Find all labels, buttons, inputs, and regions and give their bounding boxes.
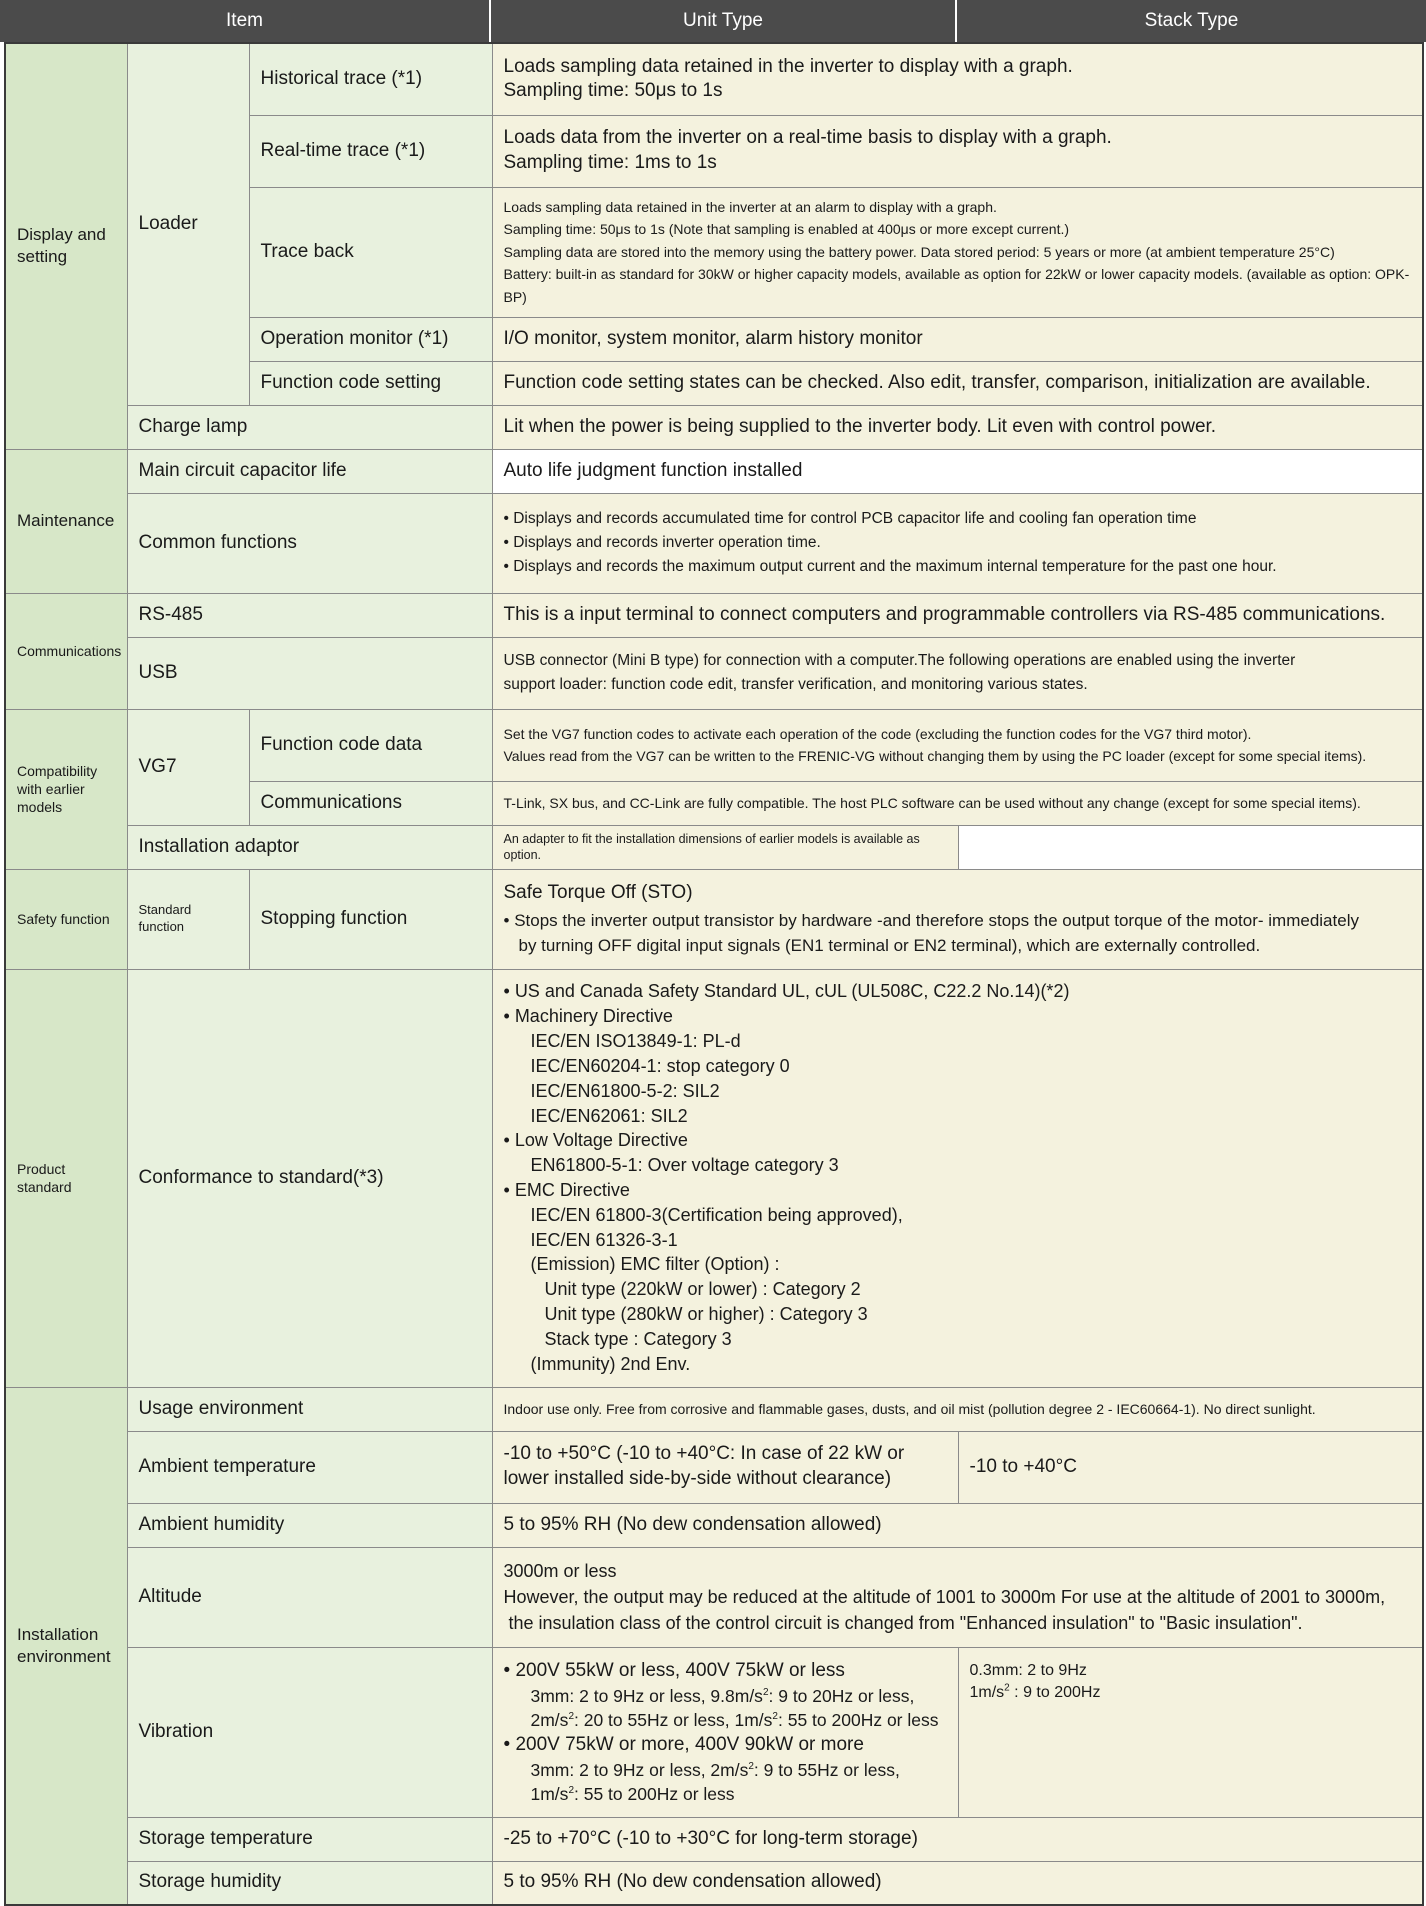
value-vibration-unit: [492, 1647, 958, 1817]
text-line: Safe Torque Off (STO): [503, 882, 693, 904]
value-compat-communications: T-Link, SX bus, and CC-Link are fully compatible. The host PLC software can be used without any change (except for some special items).: [492, 781, 1423, 825]
category-display: Display and setting: [5, 43, 127, 449]
label-installation-adaptor: Installation adaptor: [127, 825, 492, 869]
bullet-line: • Displays and records accumulated time for control PCB capacitor life and cooling fan operation time: [504, 507, 1412, 531]
label-vibration: Vibration: [127, 1647, 492, 1817]
text-fragment: 1m/s: [530, 1784, 569, 1805]
label-ambient-humidity: Ambient humidity: [127, 1503, 492, 1547]
text-line: Set the VG7 function codes to activate each operation of the code (excluding the function codes for the VG7 third motor).: [503, 725, 1252, 742]
table-row: [5, 969, 1423, 1387]
label-charge-lamp: Charge lamp: [127, 405, 492, 449]
header-stack-type: Stack Type: [957, 0, 1426, 42]
value-usb: [492, 637, 1423, 709]
label-function-code-data: Function code data: [249, 709, 492, 781]
value-altitude: [492, 1547, 1423, 1647]
text-line: [504, 1684, 947, 1708]
bullet-line: • US and Canada Safety Standard UL, cUL (UL508C, C22.2 No.14)(*2): [504, 979, 1412, 1004]
text-line: [970, 1682, 1412, 1704]
subcategory-vg7: VG7: [127, 709, 249, 825]
category-maintenance: Maintenance: [5, 449, 127, 593]
text-line: IEC/EN61800-5-2: SIL2: [530, 1080, 720, 1101]
text-line: the insulation class of the control circuit is changed from "Enhanced insulation" to "Basic insulation".: [508, 1613, 1303, 1634]
text-line: 3000m or less: [503, 1560, 617, 1581]
text-fragment: : 55 to 200Hz or less: [574, 1784, 735, 1805]
label-common-functions: Common functions: [127, 493, 492, 593]
text-line: [504, 1782, 947, 1806]
value-ambient-temperature-unit: [492, 1431, 958, 1503]
text-line: Loads data from the inverter on a real-time basis to display with a graph.: [503, 127, 1112, 149]
header-item: Item: [0, 0, 491, 42]
text-line: (Emission) EMC filter (Option) :: [530, 1254, 780, 1275]
text-fragment: : 55 to 200Hz or less: [777, 1709, 939, 1730]
table-row: [5, 405, 1423, 449]
table-row: [5, 493, 1423, 593]
table-row: [5, 449, 1423, 493]
table-row: [5, 1431, 1423, 1503]
superscript: 2: [568, 1711, 574, 1723]
value-function-code-setting: Function code setting states can be checked. Also edit, transfer, comparison, initialization are available.: [492, 361, 1423, 405]
text-fragment: : 9 to 200Hz: [1009, 1683, 1101, 1701]
text-line: Sampling data are stored into the memory using the battery power. Data stored period: 5 years or more (at ambient temperature 25°C): [503, 243, 1335, 260]
value-usage-environment: Indoor use only. Free from corrosive and flammable gases, dusts, and oil mist (pollution degree 2 - IEC60664-1). No direct sunlight.: [492, 1387, 1423, 1431]
label-capacitor-life: Main circuit capacitor life: [127, 449, 492, 493]
text-line: IEC/EN62061: SIL2: [530, 1105, 688, 1126]
table-row: [5, 1503, 1423, 1547]
value-historical-trace: [492, 43, 1423, 115]
value-ambient-humidity: 5 to 95% RH (No dew condensation allowed): [492, 1503, 1423, 1547]
text-fragment: 2m/s: [530, 1709, 569, 1730]
value-ambient-temperature-stack: -10 to +40°C: [958, 1431, 1423, 1503]
label-operation-monitor: Operation monitor (*1): [249, 317, 492, 361]
text-line: Loads sampling data retained in the inverter to display with a graph.: [503, 55, 1073, 77]
subcategory-loader: Loader: [127, 43, 249, 405]
label-trace-back: Trace back: [249, 187, 492, 317]
label-function-code-setting: Function code setting: [249, 361, 492, 405]
text-line: IEC/EN 61326-3-1: [530, 1229, 678, 1250]
table-row: [5, 1387, 1423, 1431]
label-rs485: RS-485: [127, 593, 492, 637]
superscript: 2: [568, 1785, 574, 1797]
subcategory-standard-function: Standard function: [127, 869, 249, 969]
text-line: support loader: function code edit, transfer verification, and monitoring various states.: [503, 676, 1088, 693]
text-line: lower installed side-by-side without clearance): [503, 1468, 892, 1489]
bullet-line: • Displays and records the maximum output current and the maximum internal temperature for the past one hour.: [504, 555, 1412, 579]
text-line: Sampling time: 50μs to 1s: [503, 80, 723, 102]
value-installation-adaptor: An adapter to fit the installation dimensions of earlier models is available as option.: [492, 825, 958, 869]
header-unit-type: Unit Type: [491, 0, 957, 42]
table-header: [0, 0, 1426, 42]
text-line: USB connector (Mini B type) for connection with a computer.The following operations are enabled using the inverter: [503, 651, 1296, 669]
text-line: [504, 1758, 947, 1782]
table-row: [5, 709, 1423, 781]
value-trace-back: [492, 187, 1423, 317]
label-realtime-trace: Real-time trace (*1): [249, 115, 492, 187]
text-fragment: : 20 to 55Hz or less, 1m/s: [574, 1709, 773, 1730]
text-line: However, the output may be reduced at the altitude of 1001 to 3000m For use at the altitude of 2001 to 3000m,: [503, 1586, 1386, 1607]
text-line: Unit type (280kW or higher) : Category 3: [544, 1304, 868, 1325]
value-storage-humidity: 5 to 95% RH (No dew condensation allowed): [492, 1861, 1423, 1905]
table-row: [5, 43, 1423, 115]
table-row: [5, 1647, 1423, 1817]
value-stopping-function: [492, 869, 1423, 969]
text-line: Battery: built-in as standard for 30kW or higher capacity models, available as option for 22kW or lower capacity models. (available as option: OPK-BP): [503, 266, 1410, 305]
value-operation-monitor: I/O monitor, system monitor, alarm history monitor: [492, 317, 1423, 361]
text-line: Sampling time: 1ms to 1s: [503, 152, 717, 173]
table-row: [5, 637, 1423, 709]
text-fragment: 3mm: 2 to 9Hz or less, 2m/s: [530, 1760, 749, 1781]
category-communications: Communications: [5, 593, 127, 709]
text-line: Loads sampling data retained in the inverter at an alarm to display with a graph.: [503, 199, 997, 216]
superscript: 2: [772, 1711, 778, 1723]
text-line: Values read from the VG7 can be written to the FRENIC-VG without changing them by using the PC loader (except for some special items).: [503, 748, 1367, 764]
table-row: [5, 1861, 1423, 1905]
text-line: Sampling time: 50μs to 1s (Note that sampling is enabled at 400μs or more except current.): [503, 221, 1070, 238]
label-altitude: Altitude: [127, 1547, 492, 1647]
value-capacitor-life: Auto life judgment function installed: [492, 449, 1423, 493]
text-line: by turning OFF digital input signals (EN1 terminal or EN2 terminal), which are externally controlled.: [518, 936, 1261, 956]
value-conformance: [492, 969, 1423, 1387]
table-row: [5, 1817, 1423, 1861]
table-row: [5, 869, 1423, 969]
label-usb: USB: [127, 637, 492, 709]
label-usage-environment: Usage environment: [127, 1387, 492, 1431]
value-realtime-trace: [492, 115, 1423, 187]
text-line: (Immunity) 2nd Env.: [530, 1353, 691, 1374]
table-row: [5, 1547, 1423, 1647]
value-function-code-data: [492, 709, 1423, 781]
label-stopping-function: Stopping function: [249, 869, 492, 969]
label-ambient-temperature: Ambient temperature: [127, 1431, 492, 1503]
bullet-line: • 200V 55kW or less, 400V 75kW or less: [504, 1658, 947, 1684]
category-installation: Installation environment: [5, 1387, 127, 1905]
category-compatibility: Compatibility with earlier models: [5, 709, 127, 869]
text-line: IEC/EN 61800-3(Certification being approved),: [530, 1204, 903, 1225]
text-fragment: 3mm: 2 to 9Hz or less, 9.8m/s: [530, 1685, 763, 1706]
value-storage-temperature: -25 to +70°C (-10 to +30°C for long-term storage): [492, 1817, 1423, 1861]
label-storage-humidity: Storage humidity: [127, 1861, 492, 1905]
value-common-functions: [492, 493, 1423, 593]
label-compat-communications: Communications: [249, 781, 492, 825]
superscript: 2: [1004, 1682, 1010, 1694]
text-line: Unit type (220kW or lower) : Category 2: [544, 1279, 861, 1300]
value-vibration-stack: [958, 1647, 1423, 1817]
text-line: [504, 1708, 947, 1732]
text-fragment: 1m/s: [969, 1683, 1005, 1701]
text-line: -10 to +50°C (-10 to +40°C: In case of 22 kW or: [503, 1443, 905, 1465]
label-historical-trace: Historical trace (*1): [249, 43, 492, 115]
table-row: [5, 825, 1423, 869]
label-storage-temperature: Storage temperature: [127, 1817, 492, 1861]
superscript: 2: [762, 1686, 769, 1698]
bullet-line: • Low Voltage Directive: [504, 1128, 1412, 1153]
text-line: IEC/EN ISO13849-1: PL-d: [530, 1031, 741, 1052]
text-fragment: : 9 to 20Hz or less,: [768, 1685, 915, 1706]
bullet-line: • EMC Directive: [504, 1178, 1412, 1203]
text-line: Stack type : Category 3: [544, 1328, 732, 1349]
bullet-line: • Machinery Directive: [504, 1004, 1412, 1029]
category-safety: Safety function: [5, 869, 127, 969]
table-row: [5, 593, 1423, 637]
bullet-line: • Stops the inverter output transistor by hardware -and therefore stops the output torque of the motor- immediately: [504, 908, 1412, 934]
bullet-line: • Displays and records inverter operation time.: [504, 531, 1412, 555]
label-conformance: Conformance to standard(*3): [127, 969, 492, 1387]
value-rs485: This is a input terminal to connect computers and programmable controllers via RS-485 communications.: [492, 593, 1423, 637]
text-line: 0.3mm: 2 to 9Hz: [969, 1661, 1087, 1679]
text-line: EN61800-5-1: Over voltage category 3: [530, 1155, 839, 1176]
value-installation-adaptor-stack: [958, 825, 1423, 869]
text-line: IEC/EN60204-1: stop category 0: [530, 1055, 790, 1076]
text-fragment: : 9 to 55Hz or less,: [753, 1760, 900, 1781]
category-product-standard: Product standard: [5, 969, 127, 1387]
bullet-line: • 200V 75kW or more, 400V 90kW or more: [504, 1732, 947, 1758]
superscript: 2: [748, 1761, 754, 1773]
spec-table: [4, 42, 1424, 1906]
value-charge-lamp: Lit when the power is being supplied to the inverter body. Lit even with control power.: [492, 405, 1423, 449]
